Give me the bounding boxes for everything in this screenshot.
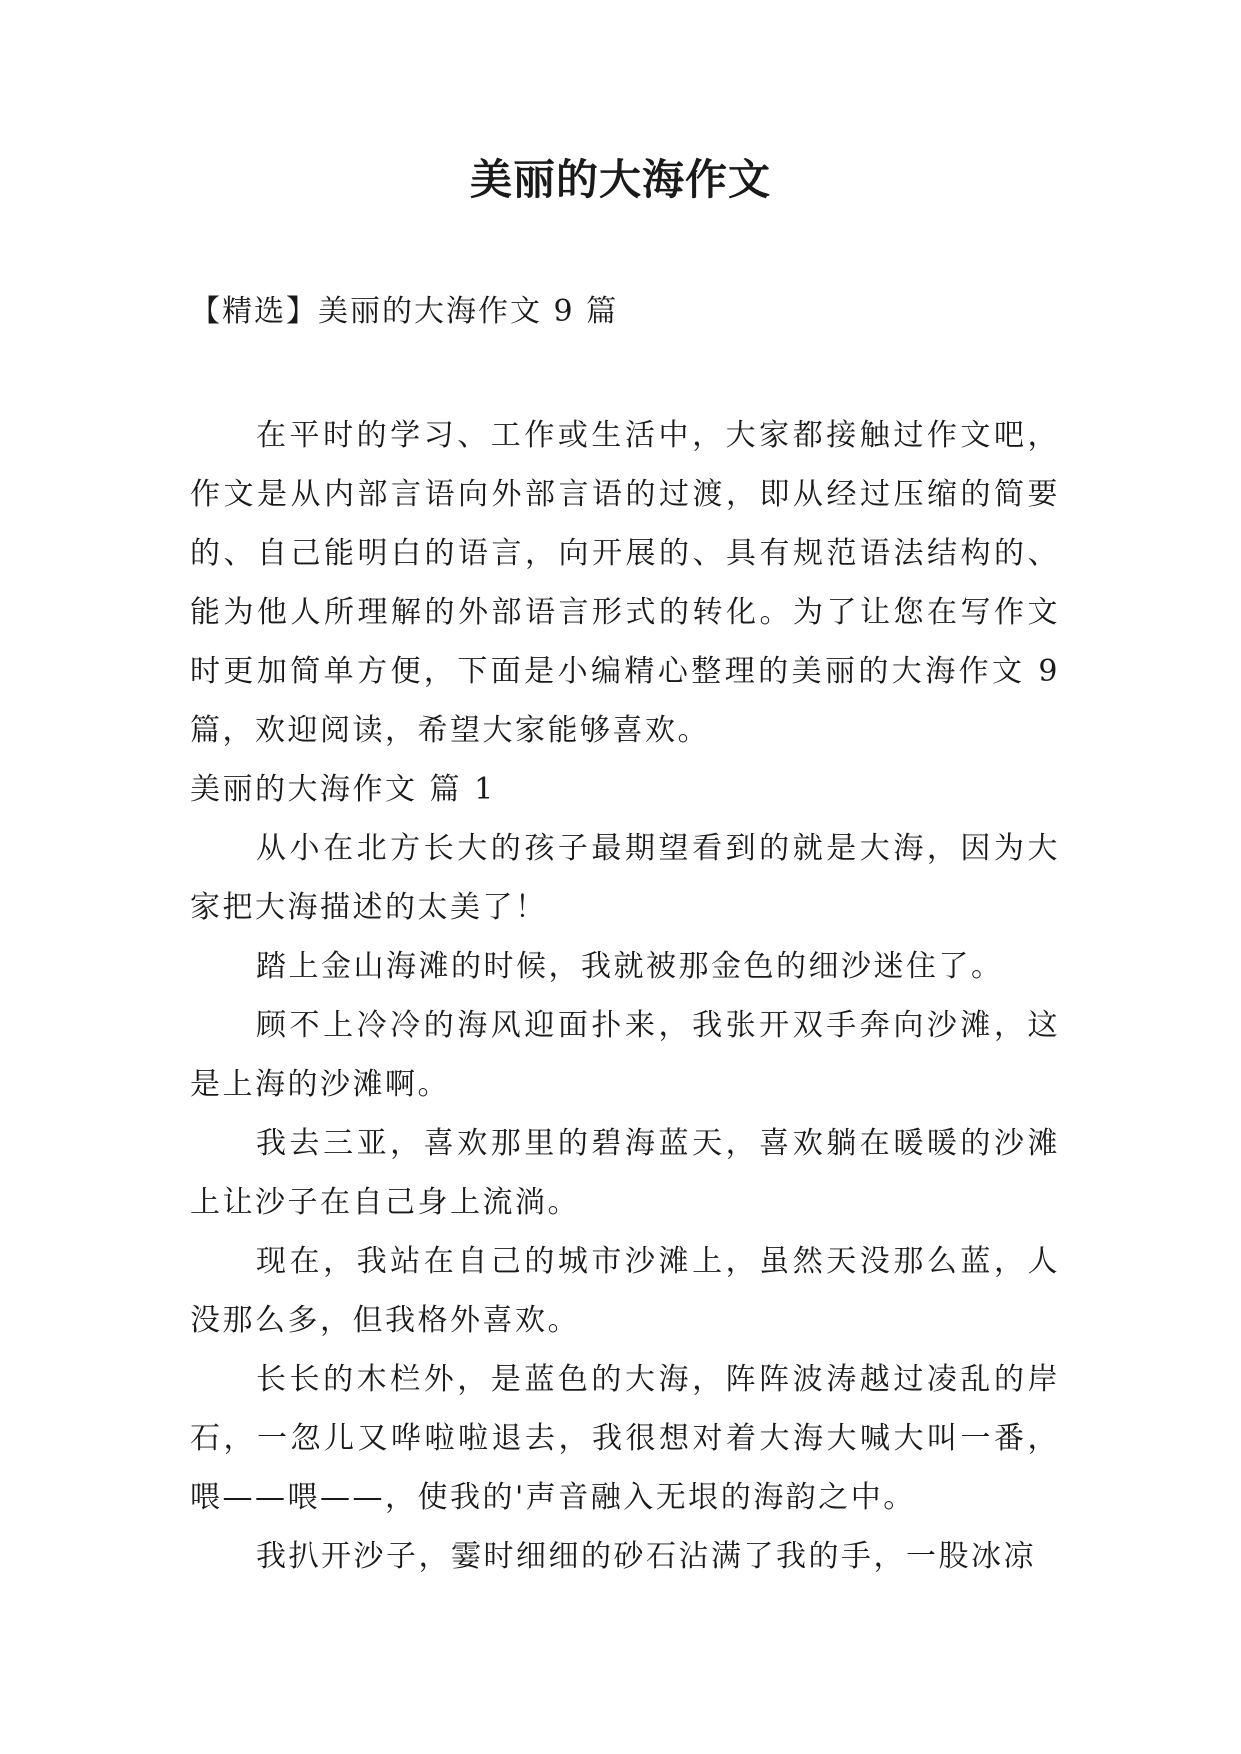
paragraph: 长长的木栏外，是蓝色的大海，阵阵波涛越过凌乱的岸石，一忽儿又哗啦啦退去，我很想对着大海大喊大叫一番，喂——喂——，使我的'声音融入无垠的海韵之中。 bbox=[190, 1362, 1060, 1515]
paragraph: 现在，我站在自己的城市沙滩上，虽然天没那么蓝，人没那么多，但我格外喜欢。 bbox=[190, 1244, 1060, 1338]
paragraph: 踏上金山海滩的时候，我就被那金色的细沙迷住了。 bbox=[256, 949, 1004, 984]
document-title: 美丽的大海作文 bbox=[469, 155, 771, 204]
paragraph: 从小在北方长大的孩子最期望看到的就是大海，因为大家把大海描述的太美了！ bbox=[190, 831, 1060, 925]
paragraph: 顾不上冷冷的海风迎面扑来，我张开双手奔向沙滩，这是上海的沙滩啊。 bbox=[190, 1008, 1060, 1102]
paragraph: 我去三亚，喜欢那里的碧海蓝天，喜欢躺在暖暖的沙滩上让沙子在自己身上流淌。 bbox=[190, 1126, 1060, 1220]
paragraph: 我扒开沙子，霎时细细的砂石沾满了我的手，一股冰凉 bbox=[256, 1539, 1036, 1574]
section-heading: 美丽的大海作文 篇 1 bbox=[190, 772, 496, 807]
document-subtitle: 【精选】美丽的大海作文 9 篇 bbox=[190, 294, 619, 329]
document-body bbox=[190, 406, 1060, 1586]
paragraph-intro: 在平时的学习、工作或生活中，大家都接触过作文吧，作文是从内部言语向外部言语的过渡，即从经过压缩的简要的、自己能明白的语言，向开展的、具有规范语法结构的、能为他人所理解的外部语言形式的转化。为了让您在写作文时更加简单方便，下面是小编精心整理的美丽的大海作文 9 篇，欢迎阅读，希望大家能够喜欢。 bbox=[190, 418, 1060, 748]
